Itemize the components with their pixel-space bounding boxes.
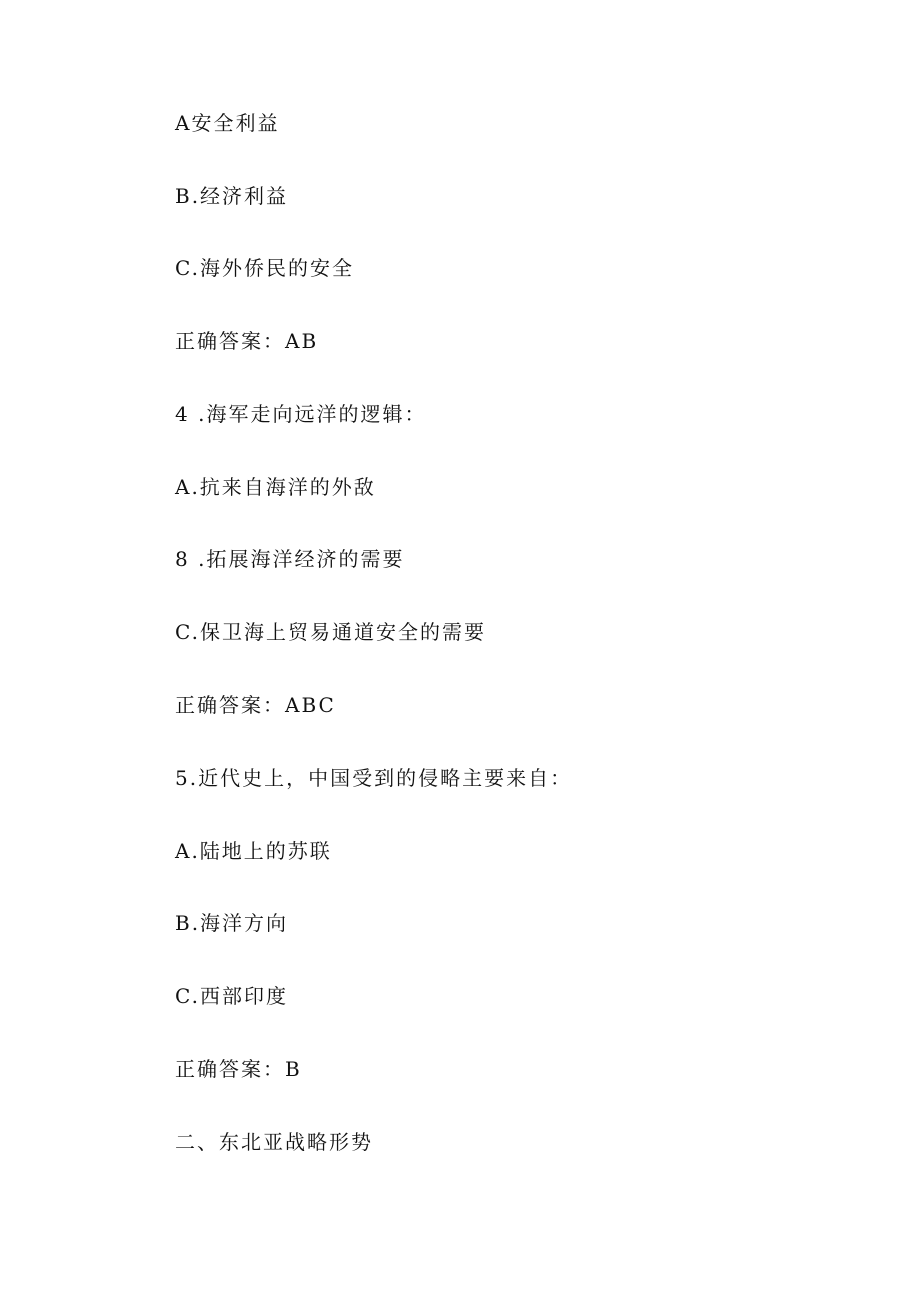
question-5: 5.近代史上，中国受到的侵略主要来自： <box>175 766 573 790</box>
q4-option-c: C.保卫海上贸易通道安全的需要 <box>175 620 486 644</box>
q5-option-c: C.西部印度 <box>175 984 288 1008</box>
option-a-security-interest: A安全利益 <box>175 111 280 135</box>
q4-option-a: A.抗来自海洋的外敌 <box>175 475 376 499</box>
answer-q3: 正确答案：AB <box>175 329 319 353</box>
section-heading: 二、东北亚战略形势 <box>175 1130 373 1154</box>
answer-q4: 正确答案：ABC <box>175 693 336 717</box>
option-b-economic-interest: B.经济利益 <box>175 184 289 208</box>
q5-option-b: B.海洋方向 <box>175 911 289 935</box>
answer-q5: 正确答案：B <box>175 1057 302 1081</box>
q4-option-b: 8 .拓展海洋经济的需要 <box>175 547 405 571</box>
q5-option-a: A.陆地上的苏联 <box>175 839 332 863</box>
question-4: 4 .海军走向远洋的逻辑： <box>175 402 427 426</box>
option-c-overseas-safety: C.海外侨民的安全 <box>175 256 354 280</box>
